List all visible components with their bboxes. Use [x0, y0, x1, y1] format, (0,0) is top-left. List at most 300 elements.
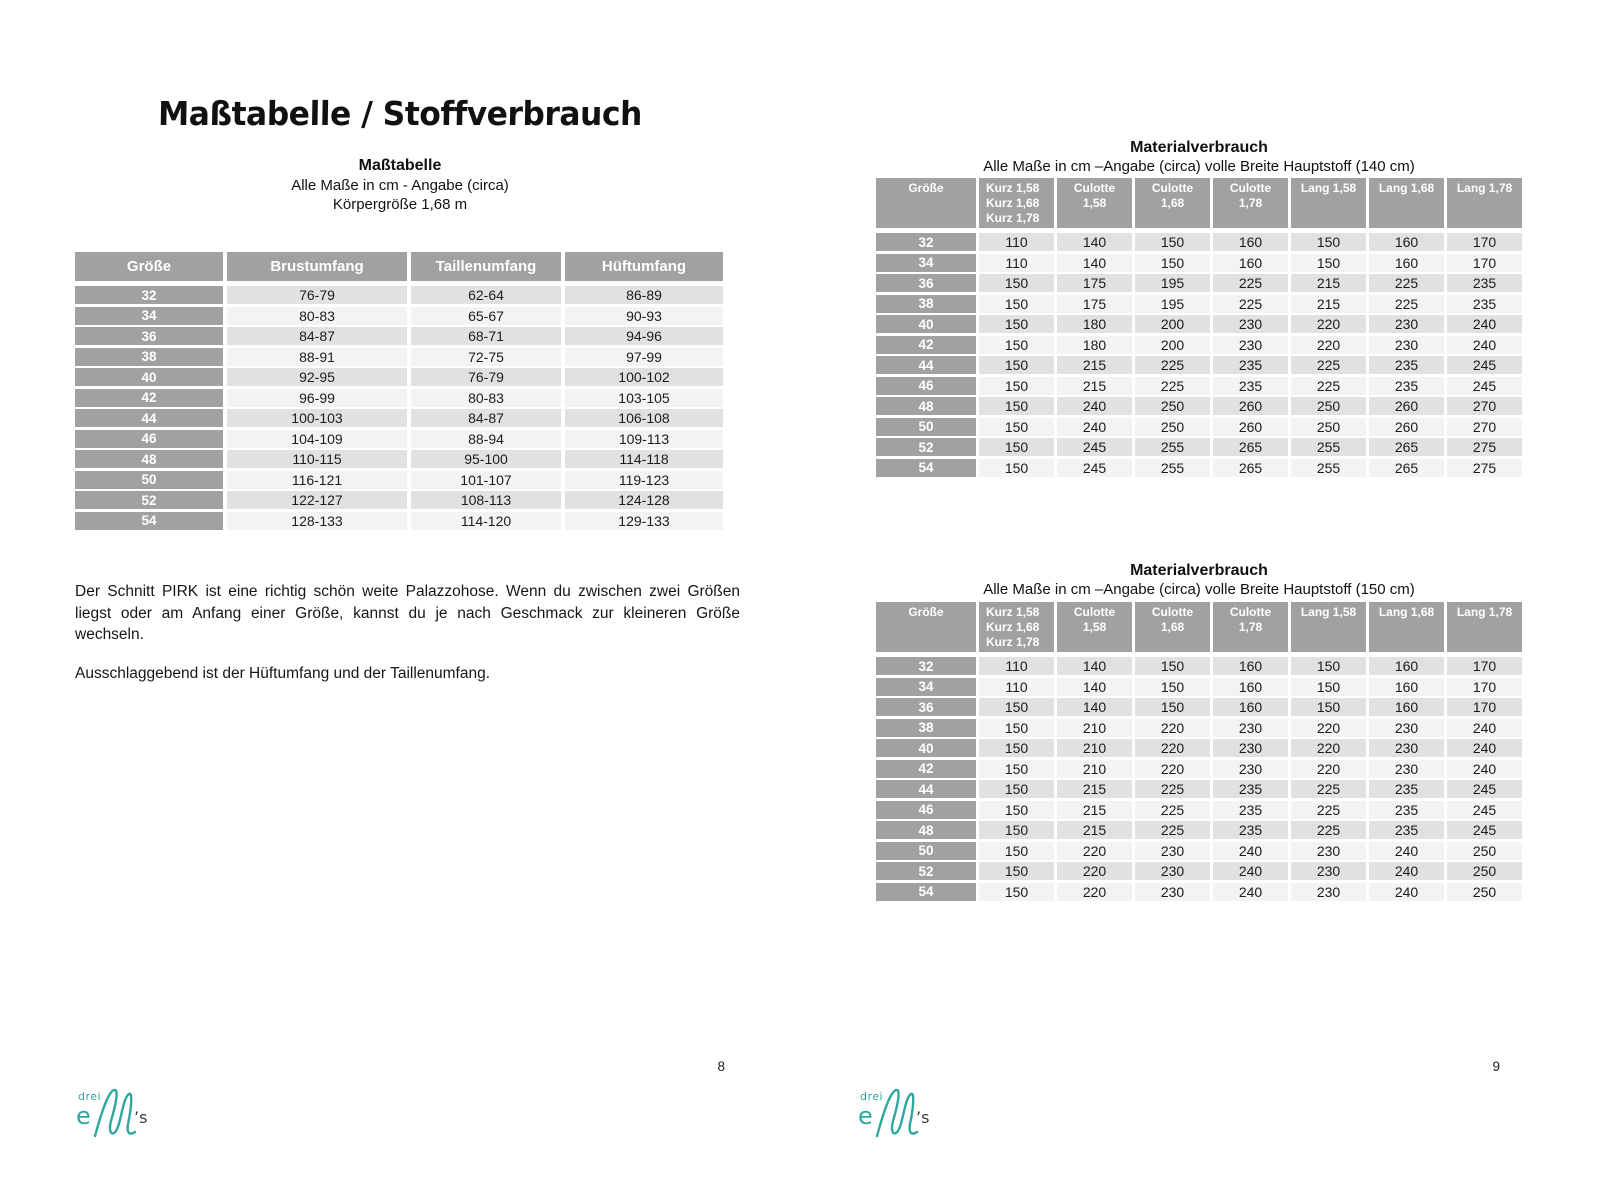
value-cell: 245 [1447, 821, 1522, 839]
size-cell: 48 [876, 397, 976, 415]
value-cell: 200 [1135, 336, 1210, 354]
value-cell: 104-109 [227, 430, 407, 448]
table-row-size-44 [876, 356, 1522, 374]
value-cell: 110 [979, 678, 1054, 696]
page-title: Maßtabelle / Stoffverbrauch [157, 94, 643, 133]
value-cell: 220 [1291, 336, 1366, 354]
value-cell: 225 [1135, 377, 1210, 395]
value-cell: 240 [1057, 418, 1132, 436]
size-cell: 32 [75, 286, 223, 304]
value-cell: 150 [979, 438, 1054, 456]
size-cell: 48 [75, 450, 223, 468]
value-cell: 108-113 [411, 491, 561, 509]
value-cell: 220 [1057, 883, 1132, 901]
value-cell: 110 [979, 657, 1054, 675]
size-cell: 50 [876, 418, 976, 436]
size-cell: 38 [876, 719, 976, 737]
value-cell: 240 [1213, 862, 1288, 880]
value-cell: 150 [979, 295, 1054, 313]
value-cell: 215 [1057, 780, 1132, 798]
value-cell: 100-102 [565, 368, 723, 386]
table-row-size-42 [75, 389, 725, 407]
table-row-size-40 [876, 739, 1522, 757]
value-cell: 88-94 [411, 430, 561, 448]
value-cell: 210 [1057, 719, 1132, 737]
table-row-size-32 [876, 233, 1522, 251]
size-cell: 52 [75, 491, 223, 509]
value-cell: 230 [1213, 315, 1288, 333]
table-row-size-44 [876, 780, 1522, 798]
table-row-size-40 [75, 368, 725, 386]
size-cell: 46 [876, 377, 976, 395]
size-cell: 52 [876, 438, 976, 456]
value-cell: 210 [1057, 739, 1132, 757]
column-header-7: Lang 1,78 [1447, 602, 1522, 652]
size-cell: 54 [876, 459, 976, 477]
value-cell: 230 [1135, 883, 1210, 901]
value-cell: 175 [1057, 295, 1132, 313]
value-cell: 265 [1213, 459, 1288, 477]
value-cell: 150 [1291, 233, 1366, 251]
logo-text-e: e [858, 1102, 873, 1130]
size-cell: 44 [876, 356, 976, 374]
value-cell: 230 [1213, 760, 1288, 778]
value-cell: 180 [1057, 315, 1132, 333]
size-cell: 32 [876, 233, 976, 251]
value-cell: 150 [979, 760, 1054, 778]
column-header-6: Lang 1,68 [1369, 602, 1444, 652]
value-cell: 88-91 [227, 348, 407, 366]
table-row-size-50 [876, 842, 1522, 860]
table-row-size-52 [876, 438, 1522, 456]
size-cell: 36 [876, 274, 976, 292]
size-cell: 38 [876, 295, 976, 313]
value-cell: 235 [1369, 356, 1444, 374]
value-cell: 235 [1213, 377, 1288, 395]
value-cell: 170 [1447, 233, 1522, 251]
value-cell: 220 [1291, 315, 1366, 333]
value-cell: 235 [1213, 356, 1288, 374]
table-row-size-36 [876, 698, 1522, 716]
column-header-groesse: Größe [876, 178, 976, 228]
value-cell: 235 [1369, 780, 1444, 798]
table-row-size-40 [876, 315, 1522, 333]
size-cell: 34 [75, 307, 223, 325]
page-9 [800, 0, 1600, 1200]
size-cell: 40 [876, 315, 976, 333]
value-cell: 140 [1057, 657, 1132, 675]
value-cell: 95-100 [411, 450, 561, 468]
column-header-5: Lang 1,58 [1291, 178, 1366, 228]
value-cell: 225 [1135, 356, 1210, 374]
table-row-size-34 [75, 307, 725, 325]
value-cell: 103-105 [565, 389, 723, 407]
table-row-size-46 [876, 377, 1522, 395]
value-cell: 94-96 [565, 327, 723, 345]
value-cell: 250 [1291, 397, 1366, 415]
column-header-1: Kurz 1,58 Kurz 1,68 Kurz 1,78 [979, 602, 1054, 652]
value-cell: 101-107 [411, 471, 561, 489]
value-cell: 260 [1213, 397, 1288, 415]
column-header-3: Culotte 1,68 [1135, 178, 1210, 228]
table-row-size-32 [876, 657, 1522, 675]
logo-text-s: ’s [134, 1108, 148, 1127]
table-row-size-52 [75, 491, 725, 509]
value-cell: 235 [1213, 780, 1288, 798]
table-row-size-36 [75, 327, 725, 345]
value-cell: 250 [1135, 418, 1210, 436]
value-cell: 220 [1291, 760, 1366, 778]
value-cell: 215 [1057, 801, 1132, 819]
size-cell: 32 [876, 657, 976, 675]
size-cell: 46 [75, 430, 223, 448]
value-cell: 80-83 [227, 307, 407, 325]
value-cell: 150 [979, 315, 1054, 333]
table-row-size-48 [75, 450, 725, 468]
value-cell: 170 [1447, 678, 1522, 696]
value-cell: 175 [1057, 274, 1132, 292]
value-cell: 220 [1135, 719, 1210, 737]
value-cell: 255 [1291, 438, 1366, 456]
value-cell: 84-87 [411, 409, 561, 427]
value-cell: 260 [1369, 397, 1444, 415]
value-cell: 235 [1213, 821, 1288, 839]
value-cell: 215 [1291, 274, 1366, 292]
value-cell: 240 [1057, 397, 1132, 415]
value-cell: 195 [1135, 295, 1210, 313]
value-cell: 97-99 [565, 348, 723, 366]
value-cell: 140 [1057, 233, 1132, 251]
measurement-table-heading: Maßtabelle [358, 157, 442, 174]
logo-text-drei: drei [860, 1090, 884, 1103]
material-table-150 [876, 602, 1522, 903]
material-table-140-title: Materialverbrauch [1130, 139, 1268, 156]
column-header-6: Lang 1,68 [1369, 178, 1444, 228]
value-cell: 114-118 [565, 450, 723, 468]
value-cell: 215 [1057, 356, 1132, 374]
size-cell: 42 [75, 389, 223, 407]
table-row-size-54 [876, 459, 1522, 477]
value-cell: 110-115 [227, 450, 407, 468]
size-cell: 34 [876, 678, 976, 696]
size-cell: 38 [75, 348, 223, 366]
table-row-size-42 [876, 760, 1522, 778]
value-cell: 235 [1369, 821, 1444, 839]
measurement-table [75, 252, 725, 532]
column-header-2: Culotte 1,58 [1057, 178, 1132, 228]
value-cell: 129-133 [565, 512, 723, 530]
table-row-size-54 [876, 883, 1522, 901]
table-row-size-38 [75, 348, 725, 366]
value-cell: 260 [1213, 418, 1288, 436]
value-cell: 215 [1291, 295, 1366, 313]
value-cell: 275 [1447, 459, 1522, 477]
value-cell: 240 [1369, 862, 1444, 880]
table-row-size-48 [876, 397, 1522, 415]
value-cell: 235 [1213, 801, 1288, 819]
value-cell: 235 [1369, 801, 1444, 819]
value-cell: 220 [1057, 842, 1132, 860]
value-cell: 230 [1369, 336, 1444, 354]
value-cell: 62-64 [411, 286, 561, 304]
value-cell: 150 [979, 459, 1054, 477]
logo-text-drei: drei [78, 1090, 102, 1103]
value-cell: 225 [1135, 821, 1210, 839]
value-cell: 76-79 [411, 368, 561, 386]
value-cell: 72-75 [411, 348, 561, 366]
value-cell: 150 [1135, 698, 1210, 716]
value-cell: 170 [1447, 698, 1522, 716]
table-row-size-46 [75, 430, 725, 448]
value-cell: 150 [1135, 254, 1210, 272]
value-cell: 270 [1447, 397, 1522, 415]
value-cell: 160 [1369, 698, 1444, 716]
value-cell: 150 [979, 274, 1054, 292]
value-cell: 225 [1369, 295, 1444, 313]
value-cell: 240 [1447, 739, 1522, 757]
value-cell: 170 [1447, 657, 1522, 675]
column-header-5: Lang 1,58 [1291, 602, 1366, 652]
table-row-size-42 [876, 336, 1522, 354]
value-cell: 150 [979, 739, 1054, 757]
value-cell: 235 [1447, 274, 1522, 292]
value-cell: 84-87 [227, 327, 407, 345]
value-cell: 160 [1369, 254, 1444, 272]
size-cell: 42 [876, 760, 976, 778]
column-header-3: Hüftumfang [565, 252, 723, 281]
column-header-3: Culotte 1,68 [1135, 602, 1210, 652]
value-cell: 240 [1369, 883, 1444, 901]
value-cell: 230 [1369, 719, 1444, 737]
value-cell: 230 [1291, 842, 1366, 860]
value-cell: 245 [1447, 356, 1522, 374]
value-cell: 250 [1135, 397, 1210, 415]
value-cell: 150 [979, 698, 1054, 716]
size-cell: 34 [876, 254, 976, 272]
page-number: 9 [1492, 1059, 1500, 1074]
value-cell: 265 [1369, 438, 1444, 456]
brand-logo [854, 1088, 949, 1148]
value-cell: 68-71 [411, 327, 561, 345]
column-header-4: Culotte 1,78 [1213, 602, 1288, 652]
column-header-2: Culotte 1,58 [1057, 602, 1132, 652]
table-header-row [876, 178, 1522, 228]
value-cell: 150 [1135, 678, 1210, 696]
value-cell: 225 [1291, 356, 1366, 374]
value-cell: 220 [1291, 719, 1366, 737]
value-cell: 160 [1213, 254, 1288, 272]
table-row-size-34 [876, 678, 1522, 696]
value-cell: 150 [1291, 698, 1366, 716]
table-row-size-46 [876, 801, 1522, 819]
logo-text-e: e [76, 1102, 91, 1130]
size-cell: 50 [75, 471, 223, 489]
value-cell: 150 [979, 397, 1054, 415]
value-cell: 220 [1057, 862, 1132, 880]
value-cell: 200 [1135, 315, 1210, 333]
value-cell: 150 [979, 377, 1054, 395]
value-cell: 215 [1057, 377, 1132, 395]
value-cell: 255 [1291, 459, 1366, 477]
value-cell: 150 [1135, 657, 1210, 675]
value-cell: 270 [1447, 418, 1522, 436]
value-cell: 225 [1291, 821, 1366, 839]
value-cell: 245 [1057, 459, 1132, 477]
value-cell: 245 [1447, 801, 1522, 819]
value-cell: 255 [1135, 459, 1210, 477]
logo-text-s: ’s [916, 1108, 930, 1127]
table-header-row [75, 252, 725, 281]
value-cell: 124-128 [565, 491, 723, 509]
value-cell: 160 [1213, 233, 1288, 251]
value-cell: 160 [1213, 678, 1288, 696]
size-cell: 54 [876, 883, 976, 901]
value-cell: 240 [1447, 315, 1522, 333]
value-cell: 114-120 [411, 512, 561, 530]
column-header-2: Taillenumfang [411, 252, 561, 281]
measurement-table-subtitle: Alle Maße in cm - Angabe (circa) [291, 177, 509, 194]
value-cell: 160 [1213, 657, 1288, 675]
column-header-7: Lang 1,78 [1447, 178, 1522, 228]
value-cell: 90-93 [565, 307, 723, 325]
value-cell: 245 [1447, 780, 1522, 798]
value-cell: 245 [1447, 377, 1522, 395]
value-cell: 250 [1447, 883, 1522, 901]
value-cell: 225 [1369, 274, 1444, 292]
value-cell: 100-103 [227, 409, 407, 427]
table-row-size-54 [75, 512, 725, 530]
column-header-groesse: Größe [75, 252, 223, 281]
value-cell: 150 [1291, 657, 1366, 675]
value-cell: 150 [979, 862, 1054, 880]
value-cell: 225 [1213, 274, 1288, 292]
value-cell: 150 [979, 719, 1054, 737]
column-header-groesse: Größe [876, 602, 976, 652]
size-cell: 40 [876, 739, 976, 757]
size-cell: 54 [75, 512, 223, 530]
value-cell: 275 [1447, 438, 1522, 456]
table-row-size-52 [876, 862, 1522, 880]
size-cell: 48 [876, 821, 976, 839]
value-cell: 195 [1135, 274, 1210, 292]
value-cell: 225 [1135, 801, 1210, 819]
value-cell: 230 [1135, 862, 1210, 880]
value-cell: 240 [1369, 842, 1444, 860]
value-cell: 140 [1057, 254, 1132, 272]
value-cell: 230 [1291, 883, 1366, 901]
value-cell: 76-79 [227, 286, 407, 304]
value-cell: 140 [1057, 698, 1132, 716]
size-cell: 50 [876, 842, 976, 860]
size-cell: 36 [75, 327, 223, 345]
value-cell: 250 [1291, 418, 1366, 436]
value-cell: 80-83 [411, 389, 561, 407]
material-table-150-title: Materialverbrauch [1130, 562, 1268, 579]
value-cell: 106-108 [565, 409, 723, 427]
value-cell: 230 [1291, 862, 1366, 880]
table-row-size-36 [876, 274, 1522, 292]
value-cell: 150 [979, 336, 1054, 354]
value-cell: 260 [1369, 418, 1444, 436]
value-cell: 220 [1291, 739, 1366, 757]
size-cell: 44 [75, 409, 223, 427]
value-cell: 250 [1447, 842, 1522, 860]
column-header-4: Culotte 1,78 [1213, 178, 1288, 228]
value-cell: 128-133 [227, 512, 407, 530]
value-cell: 109-113 [565, 430, 723, 448]
value-cell: 96-99 [227, 389, 407, 407]
value-cell: 180 [1057, 336, 1132, 354]
value-cell: 160 [1369, 657, 1444, 675]
value-cell: 230 [1213, 336, 1288, 354]
value-cell: 225 [1291, 801, 1366, 819]
body-height-note: Körpergröße 1,68 m [332, 196, 468, 213]
size-cell: 46 [876, 801, 976, 819]
value-cell: 110 [979, 233, 1054, 251]
table-header-row [876, 602, 1522, 652]
value-cell: 240 [1213, 842, 1288, 860]
value-cell: 235 [1447, 295, 1522, 313]
value-cell: 150 [979, 418, 1054, 436]
value-cell: 245 [1057, 438, 1132, 456]
value-cell: 240 [1447, 336, 1522, 354]
value-cell: 215 [1057, 821, 1132, 839]
table-row-size-50 [75, 471, 725, 489]
value-cell: 230 [1369, 760, 1444, 778]
value-cell: 150 [979, 883, 1054, 901]
value-cell: 160 [1213, 698, 1288, 716]
size-cell: 52 [876, 862, 976, 880]
decisive-measure-paragraph: Ausschlaggebend ist der Hüftumfang und der Taillenumfang. [75, 665, 491, 682]
value-cell: 225 [1213, 295, 1288, 313]
value-cell: 150 [979, 801, 1054, 819]
value-cell: 150 [979, 356, 1054, 374]
value-cell: 150 [979, 780, 1054, 798]
value-cell: 240 [1213, 883, 1288, 901]
table-row-size-50 [876, 418, 1522, 436]
value-cell: 150 [1291, 254, 1366, 272]
value-cell: 150 [979, 821, 1054, 839]
value-cell: 235 [1369, 377, 1444, 395]
table-row-size-48 [876, 821, 1522, 839]
value-cell: 210 [1057, 760, 1132, 778]
value-cell: 265 [1369, 459, 1444, 477]
value-cell: 65-67 [411, 307, 561, 325]
value-cell: 230 [1135, 842, 1210, 860]
value-cell: 230 [1369, 739, 1444, 757]
value-cell: 116-121 [227, 471, 407, 489]
size-cell: 44 [876, 780, 976, 798]
value-cell: 255 [1135, 438, 1210, 456]
size-advice-paragraph: Der Schnitt PIRK ist eine richtig schön weite Palazzohose. Wenn du zwischen zwei Größen liegst oder am Anfang einer Größe, kannst du je nach Geschmack zur kleineren Größe wechseln. [75, 583, 740, 643]
table-row-size-38 [876, 295, 1522, 313]
value-cell: 160 [1369, 233, 1444, 251]
value-cell: 110 [979, 254, 1054, 272]
material-table-150-subtitle: Alle Maße in cm –Angabe (circa) volle Breite Hauptstoff (150 cm) [983, 581, 1415, 598]
size-cell: 36 [876, 698, 976, 716]
value-cell: 92-95 [227, 368, 407, 386]
material-table-140 [876, 178, 1522, 479]
value-cell: 265 [1213, 438, 1288, 456]
table-row-size-34 [876, 254, 1522, 272]
material-table-140-subtitle: Alle Maße in cm –Angabe (circa) volle Breite Hauptstoff (140 cm) [983, 158, 1415, 175]
size-cell: 40 [75, 368, 223, 386]
value-cell: 220 [1135, 739, 1210, 757]
page-number: 8 [717, 1059, 725, 1074]
value-cell: 140 [1057, 678, 1132, 696]
value-cell: 220 [1135, 760, 1210, 778]
value-cell: 230 [1369, 315, 1444, 333]
